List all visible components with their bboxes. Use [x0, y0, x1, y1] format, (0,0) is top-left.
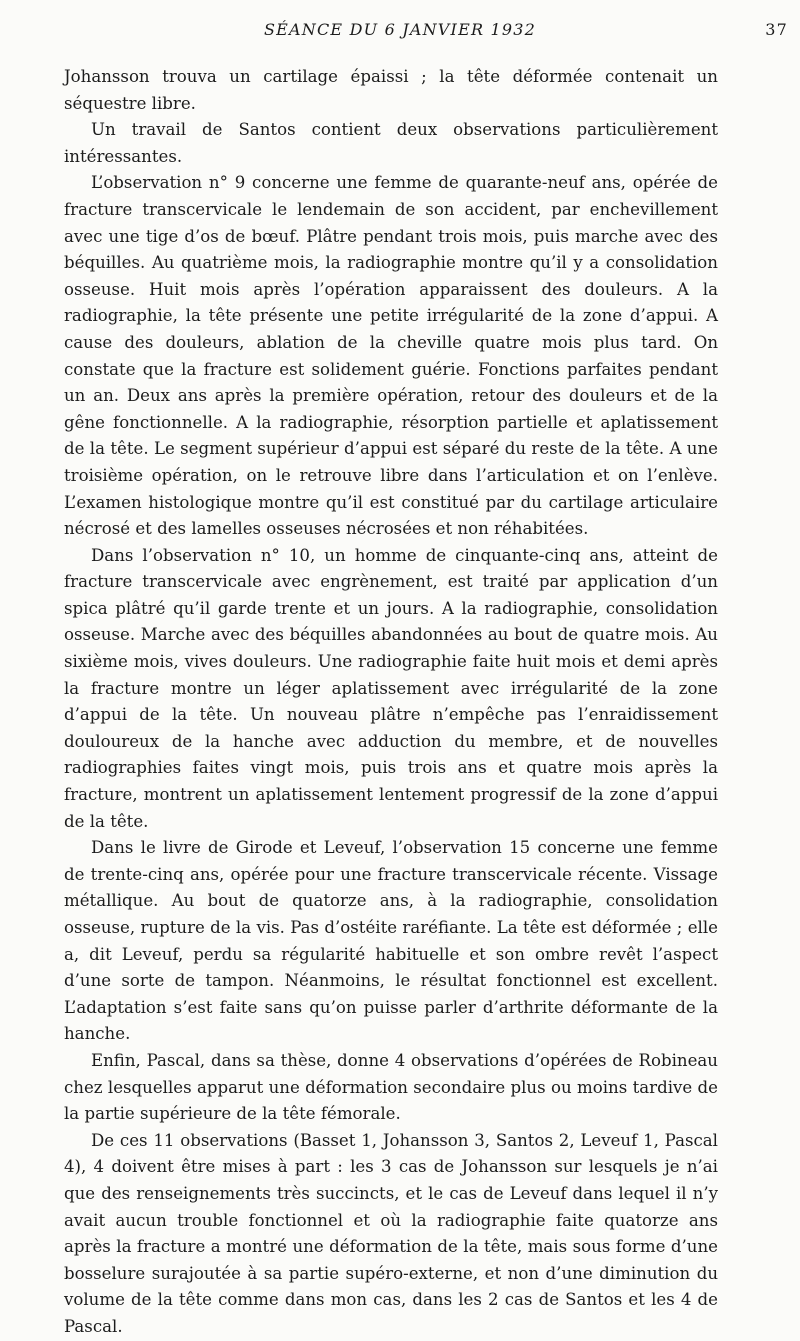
paragraph: Un travail de Santos contient deux observations particulièrement intéressantes. — [64, 120, 718, 166]
paragraph: Enfin, Pascal, dans sa thèse, donne 4 observations d’opérées de Robineau chez lesquelles apparut une déformation secondaire plus ou moins tardive de la partie supérieure de la tête fémorale. — [64, 1050, 718, 1124]
paragraph: Dans le livre de Girode et Leveuf, l’observation 15 concerne une femme de trente-cinq ans, opérée pour une fracture transcervicale récente. Vissage métallique. Au bout de quatorze ans, à la radiographie, consolidation osseuse, rupture de la vis. Pas d’ostéite raréfiante. La tête est déformée ; elle a, dit Leveuf, perdu sa régularité habituelle et son ombre revêt l’aspect d’une sorte de tampon. Néanmoins, le résultat fonctionnel est excellent. L’adaptation s’est faite sans qu’on puisse parler d’arthrite déformante de la hanche. — [64, 838, 718, 1044]
running-title: SÉANCE DU 6 JANVIER 1932 — [263, 20, 537, 39]
paragraph: L’observation n° 9 concerne une femme de quarante-neuf ans, opérée de fracture transcervicale le lendemain de son accident, par enchevillement avec une tige d’os de bœuf. Plâtre pendant trois mois, puis marche avec des béquilles. Au quatrième mois, la radiographie montre qu’il y a consolidation osseuse. Huit mois après l’opération apparaissent des douleurs. A la radiographie, la tête présente une petite irrégularité de la zone d’appui. A cause des douleurs, ablation de la cheville quatre mois plus tard. On constate que la fracture est solidement guérie. Fonctions parfaites pendant un an. Deux ans après la première opération, retour des douleurs et de la gêne fonctionnelle. A la radiographie, résorption partielle et aplatissement de la tête. Le segment supérieur d’appui est séparé du reste de la tête. A une troisième opération, on le retrouve libre dans l’articulation et on l’enlève. L’examen histologique montre qu’il est constitué par du cartilage articulaire nécrosé et des lamelles osseuses nécrosées et non réhabitées. — [64, 173, 718, 539]
paragraph: De ces 11 observations (Basset 1, Johansson 3, Santos 2, Leveuf 1, Pascal 4), 4 doivent être mises à part : les 3 cas de Johansson sur lesquels je n’ai que des renseignements très succincts, et le cas de Leveuf dans lequel il n’y avait aucun trouble fonctionnel et où la radiographie faite quatorze ans après la fracture a montré une déformation de la tête, mais sous forme d’une bosselure surajoutée à sa partie supéro-externe, et non d’une diminution du volume de la tête comme dans mon cas, dans les 2 cas de Santos et les 4 de Pascal. — [64, 1130, 718, 1336]
page-number: 37 — [765, 20, 788, 39]
body-text — [64, 64, 718, 1341]
paragraph: Johansson trouva un cartilage épaissi ; la tête déformée contenait un séquestre libre. — [64, 67, 718, 113]
paragraph: Dans l’observation n° 10, un homme de cinquante-cinq ans, atteint de fracture transcervicale avec engrènement, est traité par application d’un spica plâtré qu’il garde trente et un jours. A la radiographie, consolidation osseuse. Marche avec des béquilles abandonnées au bout de quatre mois. Au sixième mois, vives douleurs. Une radiographie faite huit mois et demi après la fracture montre un léger aplatissement avec irrégularité de la zone d’appui de la tête. Un nouveau plâtre n’empêche pas l’enraidissement douloureux de la hanche avec adduction du membre, et de nouvelles radiographies faites vingt mois, puis trois ans et quatre mois après la fracture, montrent un aplatissement lentement progressif de la zone d’appui de la tête. — [64, 545, 718, 831]
running-header — [0, 20, 800, 44]
